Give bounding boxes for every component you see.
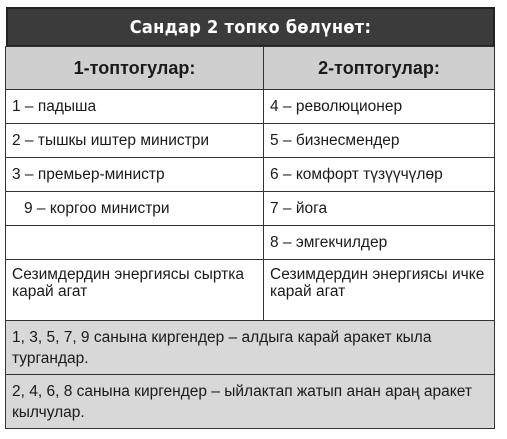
energy-outward-cell: Сезимдердин энергиясы сыртка карай агат	[5, 259, 264, 321]
column-header-group-2: 2-топтогулар:	[263, 46, 495, 90]
table-cell: 6 – комфорт түзүүчүлөр	[263, 157, 495, 192]
table-cell: 9 – коргоо министри	[5, 191, 264, 226]
energy-inward-cell: Сезимдердин энергиясы ичке карай агат	[263, 259, 495, 321]
table-grid	[6, 47, 495, 429]
note-even-numbers: 2, 4, 6, 8 санына киргендер – ыйлактап жатып анан араң аракет кылчулар.	[5, 374, 495, 429]
column-header-group-1: 1-топтогулар:	[5, 46, 264, 90]
table-cell: 4 – революционер	[263, 89, 495, 124]
table-cell: 1 – падыша	[5, 89, 264, 124]
table-cell: 8 – эмгекчилдер	[263, 225, 495, 260]
groups-table	[6, 7, 495, 429]
table-cell: 2 – тышкы иштер министри	[5, 123, 264, 158]
table-cell: 3 – премьер-министр	[5, 157, 264, 192]
table-cell-empty	[5, 225, 264, 260]
table-title: Сандар 2 топко бөлүнөт:	[6, 7, 495, 47]
table-cell: 7 – йога	[263, 191, 495, 226]
table-cell: 5 – бизнесмендер	[263, 123, 495, 158]
note-odd-numbers: 1, 3, 5, 7, 9 санына киргендер – алдыга карай аракет кыла тургандар.	[5, 320, 495, 375]
